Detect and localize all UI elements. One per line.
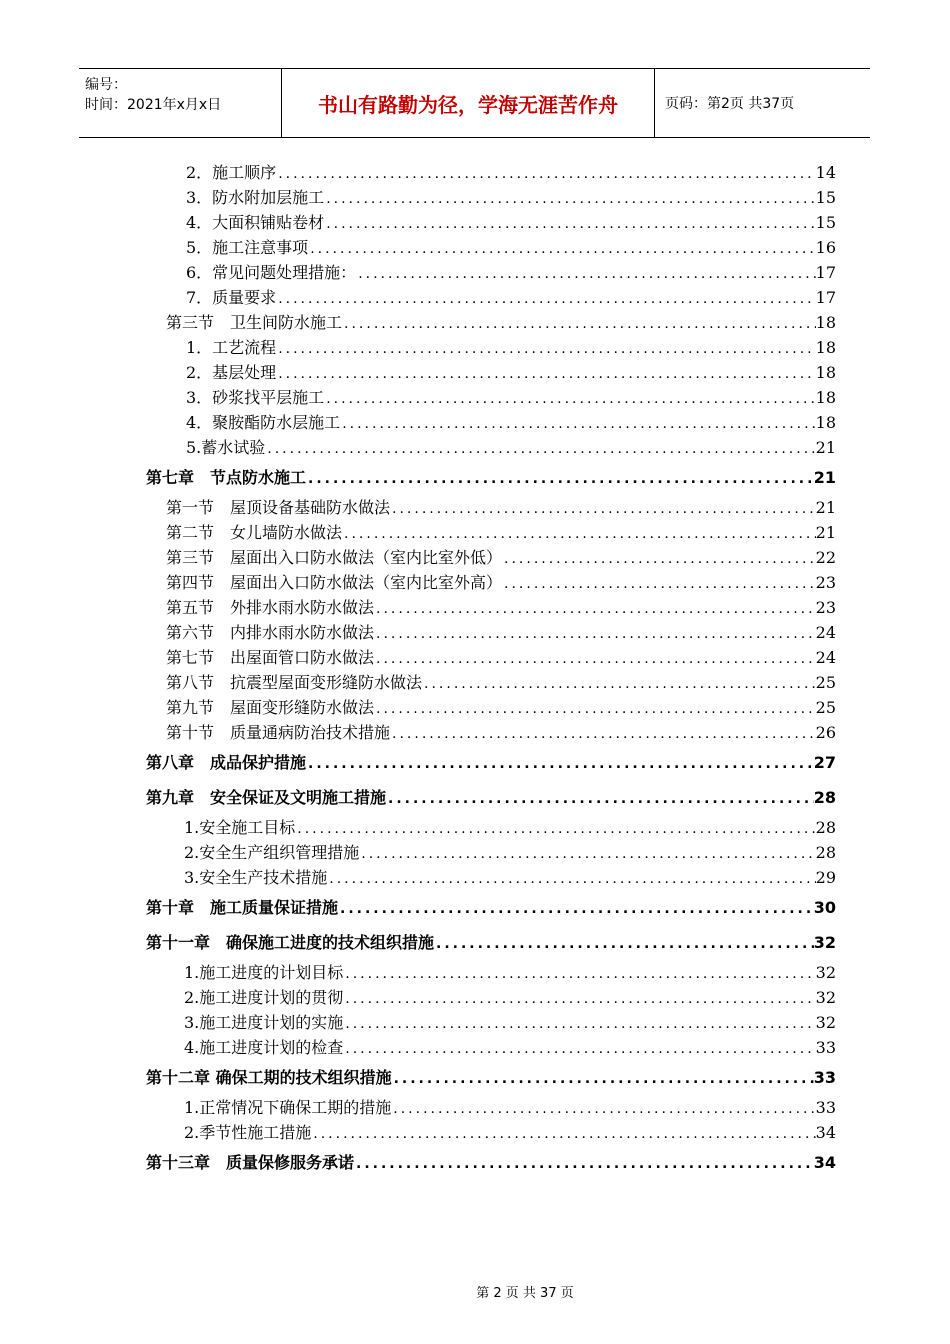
- toc-entry[interactable]: [146, 160, 836, 185]
- toc-page-number: 15: [815, 213, 836, 232]
- toc-page-number: 32: [815, 963, 836, 982]
- toc-leader-dots: [343, 987, 815, 1010]
- toc-entry-title: 3.施工进度计划的实施: [184, 1013, 344, 1032]
- toc-page-number: 21: [815, 438, 836, 457]
- toc-page-number: 18: [815, 413, 836, 432]
- toc-entry[interactable]: [146, 1010, 836, 1035]
- toc-page-number: 33: [815, 1038, 836, 1057]
- toc-entry[interactable]: [146, 360, 836, 385]
- toc-page-number: 18: [815, 363, 836, 382]
- header-meta: [79, 69, 281, 137]
- toc-entry[interactable]: [146, 435, 836, 460]
- toc-entry-title: 1.安全施工目标: [184, 818, 296, 837]
- toc-entry[interactable]: [146, 495, 836, 520]
- toc-entry-title: 第五节 外排水雨水防水做法: [166, 598, 375, 617]
- table-of-contents: [146, 160, 836, 1180]
- toc-entry[interactable]: [146, 670, 836, 695]
- toc-leader-dots: [374, 697, 816, 720]
- toc-entry[interactable]: [146, 1095, 836, 1120]
- toc-entry[interactable]: [146, 720, 836, 745]
- toc-entry-title: 2．基层处理: [186, 363, 277, 382]
- toc-page-number: 15: [815, 188, 836, 207]
- toc-entry-title: 第十一章 确保施工进度的技术组织措施: [146, 933, 435, 952]
- toc-leader-dots: [356, 262, 815, 285]
- toc-entry[interactable]: [146, 695, 836, 720]
- toc-leader-dots: [276, 287, 815, 310]
- toc-page-number: 24: [815, 623, 836, 642]
- toc-page-number: 17: [815, 288, 836, 307]
- toc-entry-title: 第二节 女儿墙防水做法: [166, 523, 343, 542]
- toc-leader-dots: [354, 1147, 814, 1180]
- toc-entry[interactable]: [146, 545, 836, 570]
- toc-page-number: 32: [815, 988, 836, 1007]
- toc-leader-dots: [343, 962, 815, 985]
- toc-page-number: 16: [815, 238, 836, 257]
- toc-page-number: 26: [815, 723, 836, 742]
- toc-page-number: 21: [815, 523, 836, 542]
- toc-leader-dots: [502, 547, 816, 570]
- toc-page-number: 30: [813, 898, 836, 917]
- toc-entry-title: 3．砂浆找平层施工: [186, 388, 325, 407]
- toc-entry-title: 第十三章 质量保修服务承诺: [146, 1153, 355, 1172]
- toc-leader-dots: [434, 927, 814, 960]
- toc-entry[interactable]: [146, 645, 836, 670]
- toc-page-number: 28: [813, 788, 836, 807]
- toc-entry-title: 7．质量要求: [186, 288, 277, 307]
- toc-chapter-entry[interactable]: [146, 1060, 836, 1095]
- toc-entry-title: 第六节 内排水雨水防水做法: [166, 623, 375, 642]
- toc-page-number: 29: [815, 868, 836, 887]
- toc-entry-title: 4．大面积铺贴卷材: [186, 213, 325, 232]
- toc-entry-title: 第八节 抗震型屋面变形缝防水做法: [166, 673, 423, 692]
- toc-entry[interactable]: [146, 595, 836, 620]
- toc-leader-dots: [359, 842, 815, 865]
- toc-entry-title: 第十节 质量通病防治技术措施: [166, 723, 391, 742]
- toc-entry-title: 第十章 施工质量保证措施: [146, 898, 339, 917]
- toc-entry-title: 2.安全生产组织管理措施: [184, 843, 360, 862]
- toc-page-number: 23: [815, 573, 836, 592]
- toc-entry-title: 第三节 屋面出入口防水做法（室内比室外低）: [166, 548, 503, 567]
- toc-entry[interactable]: [146, 1035, 836, 1060]
- toc-entry[interactable]: [146, 335, 836, 360]
- toc-entry[interactable]: [146, 570, 836, 595]
- toc-page-number: 23: [815, 598, 836, 617]
- toc-page-number: 21: [815, 498, 836, 517]
- toc-entry[interactable]: [146, 260, 836, 285]
- toc-entry-title: 第七章 节点防水施工: [146, 468, 307, 487]
- toc-entry-title: 3．防水附加层施工: [186, 188, 325, 207]
- toc-entry[interactable]: [146, 210, 836, 235]
- toc-entry-title: 2.施工进度计划的贯彻: [184, 988, 344, 1007]
- page-header: [79, 68, 870, 138]
- toc-leader-dots: [311, 1122, 815, 1145]
- toc-chapter-entry[interactable]: [146, 460, 836, 495]
- toc-entry[interactable]: [146, 520, 836, 545]
- header-page-info: 页码：第2页 共37页: [665, 96, 795, 112]
- toc-entry[interactable]: [146, 815, 836, 840]
- toc-leader-dots: [343, 1037, 815, 1060]
- toc-leader-dots: [340, 412, 815, 435]
- toc-leader-dots: [343, 1012, 815, 1035]
- toc-entry[interactable]: [146, 620, 836, 645]
- toc-page-number: 33: [813, 1068, 836, 1087]
- toc-page-number: 32: [813, 933, 836, 952]
- toc-page-number: 17: [815, 263, 836, 282]
- toc-page-number: 28: [815, 843, 836, 862]
- toc-page-number: 18: [815, 388, 836, 407]
- toc-leader-dots: [390, 722, 816, 745]
- toc-page-number: 21: [813, 468, 836, 487]
- toc-page-number: 34: [813, 1153, 836, 1172]
- toc-leader-dots: [276, 337, 815, 360]
- toc-leader-dots: [306, 747, 814, 780]
- header-motto: 书山有路勤为径，学海无涯苦作舟: [281, 69, 655, 137]
- toc-page-number: 24: [815, 648, 836, 667]
- toc-entry-title: 2．施工顺序: [186, 163, 277, 182]
- toc-entry[interactable]: [146, 1120, 836, 1145]
- toc-entry[interactable]: [146, 235, 836, 260]
- document-date: 时间：2021年x月x日: [85, 97, 222, 113]
- toc-entry-title: 第九章 安全保证及文明施工措施: [146, 788, 387, 807]
- toc-leader-dots: [327, 867, 815, 890]
- toc-leader-dots: [374, 622, 816, 645]
- toc-entry-title: 第一节 屋顶设备基础防水做法: [166, 498, 391, 517]
- toc-page-number: 27: [813, 753, 836, 772]
- toc-entry-title: 1．工艺流程: [186, 338, 277, 357]
- toc-entry-title: 2.季节性施工措施: [184, 1123, 312, 1142]
- toc-entry[interactable]: [146, 385, 836, 410]
- toc-entry[interactable]: [146, 310, 836, 335]
- toc-leader-dots: [295, 817, 815, 840]
- toc-entry-title: 4.施工进度计划的检查: [184, 1038, 344, 1057]
- toc-entry[interactable]: [146, 960, 836, 985]
- toc-entry-title: 3.安全生产技术措施: [184, 868, 328, 887]
- toc-page-number: 25: [815, 673, 836, 692]
- toc-entry[interactable]: [146, 865, 836, 890]
- toc-entry[interactable]: [146, 410, 836, 435]
- toc-leader-dots: [386, 782, 814, 815]
- document-number-label: 编号：: [85, 77, 127, 93]
- toc-page-number: 18: [815, 313, 836, 332]
- toc-page-number: 22: [815, 548, 836, 567]
- toc-leader-dots: [390, 497, 816, 520]
- toc-entry-title: 第九节 屋面变形缝防水做法: [166, 698, 375, 717]
- toc-chapter-entry[interactable]: [146, 925, 836, 960]
- toc-entry[interactable]: [146, 185, 836, 210]
- toc-entry[interactable]: [146, 840, 836, 865]
- toc-leader-dots: [422, 672, 816, 695]
- toc-leader-dots: [306, 462, 814, 495]
- toc-page-number: 34: [815, 1123, 836, 1142]
- toc-page-number: 32: [815, 1013, 836, 1032]
- toc-chapter-entry[interactable]: [146, 780, 836, 815]
- toc-entry-title: 第七节 出屋面管口防水做法: [166, 648, 375, 667]
- toc-page-number: 14: [815, 163, 836, 182]
- toc-leader-dots: [391, 1097, 815, 1120]
- toc-page-number: 25: [815, 698, 836, 717]
- toc-page-number: 28: [815, 818, 836, 837]
- toc-entry-title: 第四节 屋面出入口防水做法（室内比室外高）: [166, 573, 503, 592]
- toc-leader-dots: [392, 1062, 814, 1095]
- toc-entry[interactable]: [146, 985, 836, 1010]
- toc-page-number: 18: [815, 338, 836, 357]
- toc-chapter-entry[interactable]: [146, 745, 836, 780]
- toc-leader-dots: [324, 212, 815, 235]
- toc-leader-dots: [342, 312, 816, 335]
- toc-entry-title: 1.正常情况下确保工期的措施: [184, 1098, 392, 1117]
- toc-chapter-entry[interactable]: [146, 890, 836, 925]
- toc-leader-dots: [338, 892, 814, 925]
- page-footer: 第 2 页 共 37 页: [476, 1286, 574, 1301]
- toc-leader-dots: [374, 647, 816, 670]
- toc-entry-title: 5．施工注意事项: [186, 238, 309, 257]
- toc-leader-dots: [324, 187, 815, 210]
- toc-entry-title: 4．聚胺酯防水层施工: [186, 413, 341, 432]
- toc-leader-dots: [342, 522, 816, 545]
- toc-leader-dots: [276, 162, 815, 185]
- toc-entry-title: 第三节 卫生间防水施工: [166, 313, 343, 332]
- toc-leader-dots: [502, 572, 816, 595]
- toc-entry[interactable]: [146, 285, 836, 310]
- toc-leader-dots: [265, 437, 815, 460]
- toc-leader-dots: [374, 597, 816, 620]
- toc-entry-title: 1.施工进度的计划目标: [184, 963, 344, 982]
- toc-entry-title: 6．常见问题处理措施：: [186, 263, 357, 282]
- toc-entry-title: 5.蓄水试验: [186, 438, 266, 457]
- toc-leader-dots: [308, 237, 815, 260]
- toc-page-number: 33: [815, 1098, 836, 1117]
- toc-entry-title: 第八章 成品保护措施: [146, 753, 307, 772]
- toc-entry-title: 第十二章 确保工期的技术组织措施: [146, 1068, 392, 1087]
- toc-leader-dots: [276, 362, 815, 385]
- toc-chapter-entry[interactable]: [146, 1145, 836, 1180]
- toc-leader-dots: [324, 387, 815, 410]
